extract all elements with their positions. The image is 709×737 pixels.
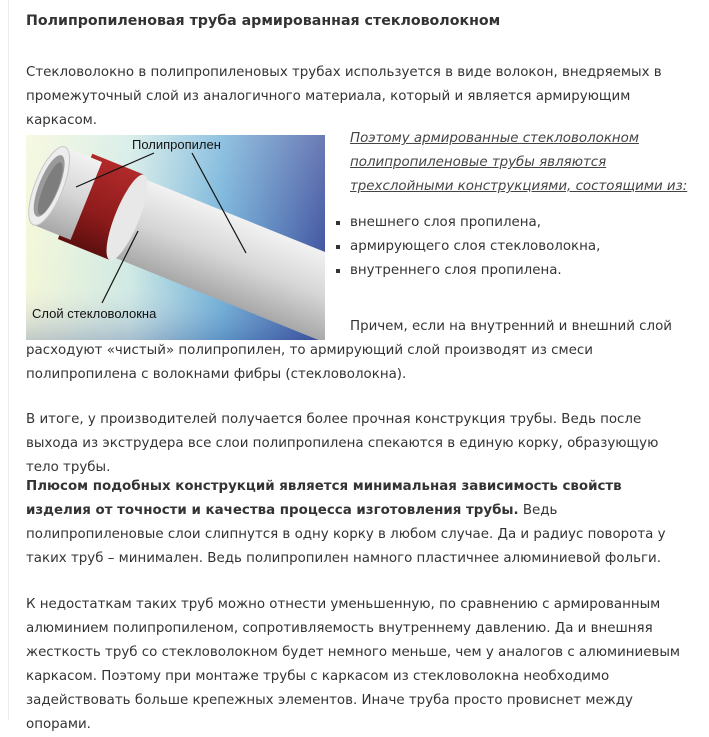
advantages-text: Ведь полипропиленовые слои слипнутся в одну корку в любом случае. Да и радиус поворота у таких труб – минимален. Ведь полипропилен намного пластичнее алюминиевой фольги.	[26, 503, 666, 566]
list-item: внешнего слоя пропилена,	[350, 211, 694, 235]
advantages-bold: Плюсом подобных конструкций является минимальная зависимость свойств изделия от точности и качества процесса изготовления трубы.	[26, 479, 622, 518]
disadvantages-paragraph: К недостаткам таких труб можно отнести уменьшенную, по сравнению с армированным алюминием полипропиленом, сопротивляемость внутреннему давлению. Да и внешняя жесткость труб со стекловолокном будет немного меньше, чем у аналогов с алюминиевым каркасом. Поэтому при монтаже трубы с каркасом из стекловолокна необходимо задействовать больше крепежных элементов. Иначе труба просто провиснет между опорами.	[26, 597, 681, 732]
label-fiberglass-layer: Слой стекловолокна	[32, 306, 157, 321]
layers-list	[350, 211, 694, 283]
pipe-illustration	[26, 135, 325, 340]
pipe-illustration-svg	[26, 135, 325, 340]
intro-paragraph: Стекловолокно в полипропиленовых трубах используется в виде волокон, внедряемых в промежуточный слой из аналогичного материала, который и является армирующим каркасом.	[26, 65, 662, 128]
pure-polypropylene-paragraph: Причем, если на внутренний и внешний слой расходуют «чистый» полипропилен, то армирующий слой производят из смеси полипропилена с волокнами фибры (стекловолокна).	[26, 319, 672, 382]
article-title: Полипропиленовая труба армированная стекловолокном	[26, 13, 501, 29]
page-left-border	[8, 0, 9, 720]
label-polypropylene: Полипропилен	[132, 137, 221, 152]
list-item: внутреннего слоя пропилена.	[350, 259, 694, 283]
layers-description	[350, 127, 694, 283]
result-paragraph: В итоге, у производителей получается более прочная конструкция трубы. Ведь после выхода из экструдера все слои полипропилена спекаются в единую корку, образующую тело трубы.	[26, 412, 659, 475]
list-item: армирующего слоя стекловолокна,	[350, 235, 694, 259]
layers-lead: Поэтому армированные стекловолокном полипропиленовые трубы являются трехслойными конструкциями, состоящими из:	[350, 131, 688, 194]
advantages-paragraph	[26, 475, 686, 571]
